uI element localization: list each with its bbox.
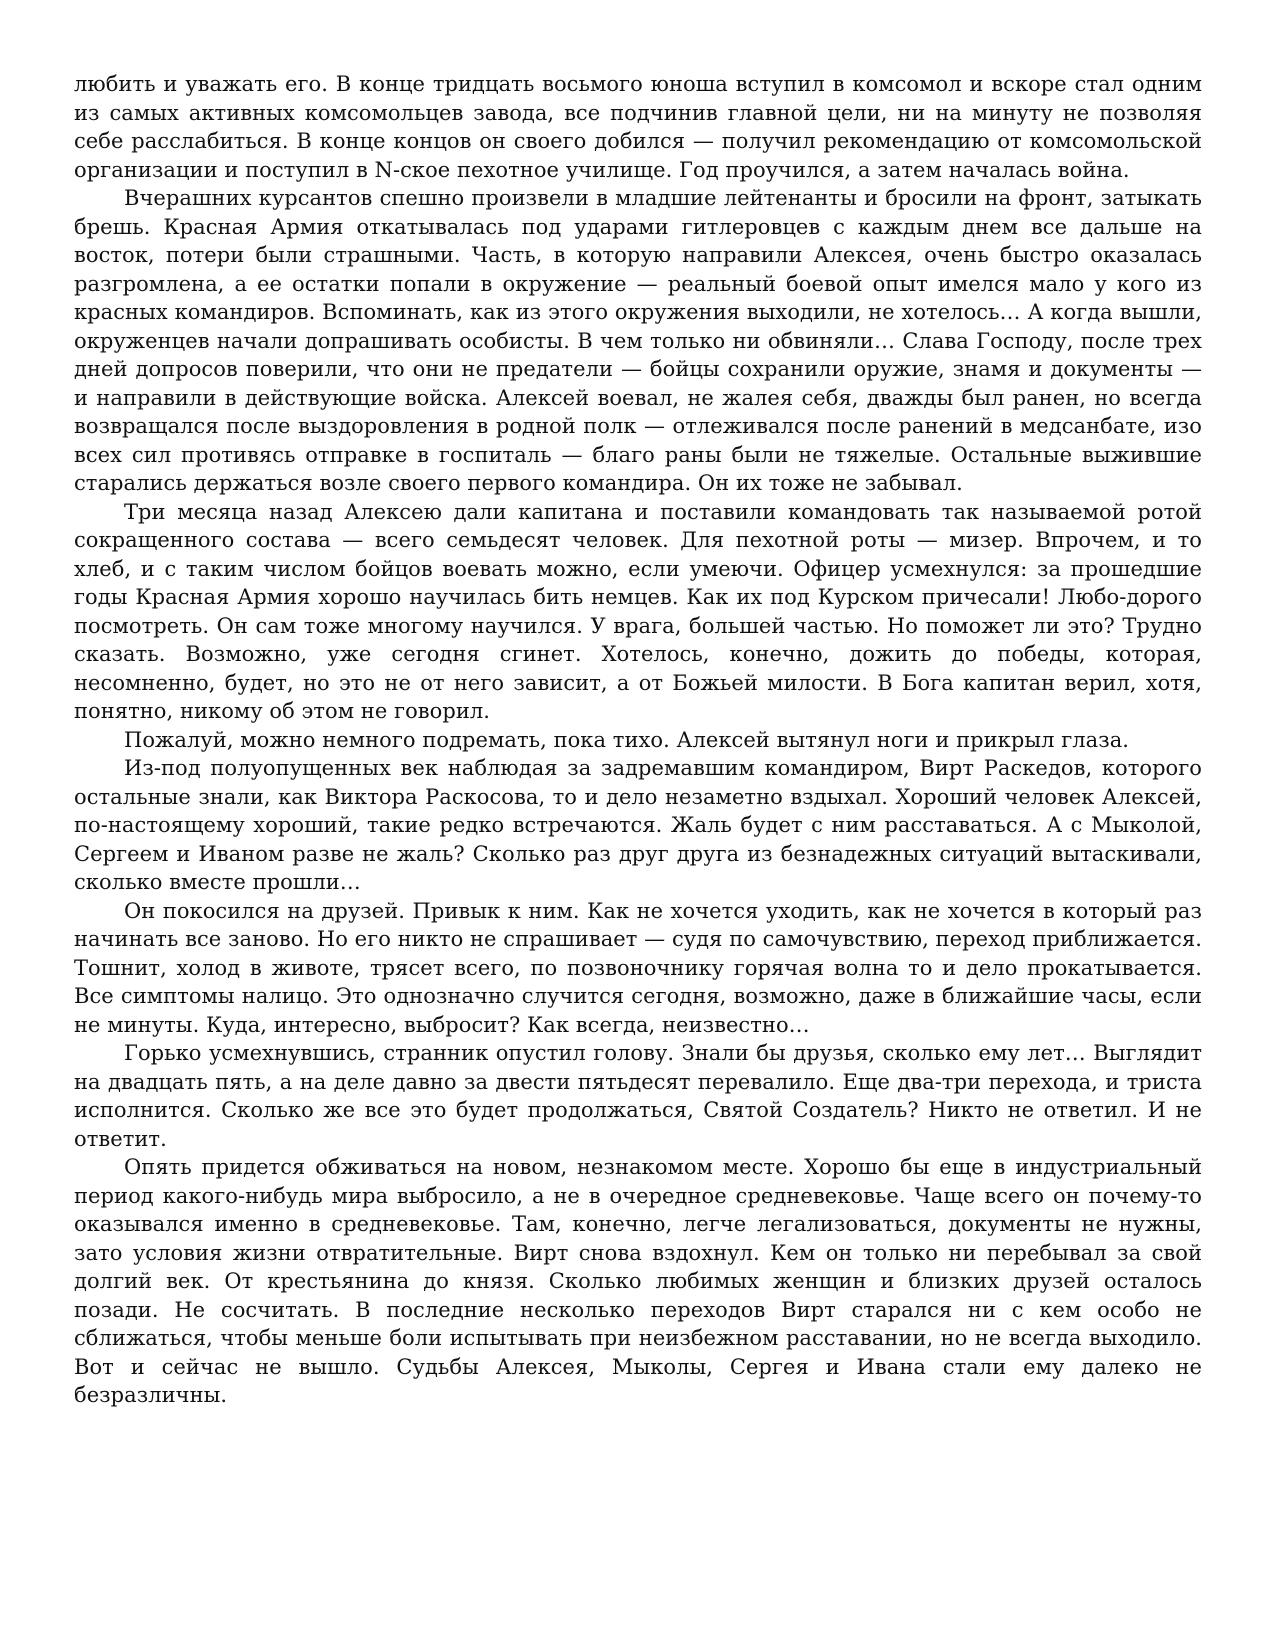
- paragraph-5: Из-под полуопущенных век наблюдая за задремавшим командиром, Вирт Раскедов, которого остальные знали, как Виктора Раскосова, то и дело незаметно вздыхал. Хороший человек Алексей, по-настоящему хороший, такие редко встречаются. Жаль будет с ним расставаться. А с Мыколой, Сергеем и Иваном разве не жаль? Сколько раз друг друга из безнадежных ситуаций вытаскивали, сколько вместе прошли…: [74, 756, 1202, 894]
- paragraph-3: Три месяца назад Алексею дали капитана и поставили командовать так называемой ротой сокращенного состава — всего семьдесят человек. Для пехотной роты — мизер. Впрочем, и то хлеб, и с таким числом бойцов воевать можно, если умеючи. Офицер усмехнулся: за прошедшие годы Красная Армия хорошо научилась бить немцев. Как их под Курском причесали! Любо-дорого посмотреть. Он сам тоже многому научился. У врага, большей частью. Но поможет ли это? Трудно сказать. Возможно, уже сегодня сгинет. Хотелось, конечно, дожить до победы, которая, несомненно, будет, но это не от него зависит, а от Божьей милости. В Бога капитан верил, хотя, понятно, никому об этом не говорил.: [74, 499, 1202, 723]
- paragraph-6: Он покосился на друзей. Привык к ним. Как не хочется уходить, как не хочется в который раз начинать все заново. Но его никто не спрашивает — судя по самочувствию, переход приближается. Тошнит, холод в животе, трясет всего, по позвоночнику горячая волна то и дело прокатывается. Все симптомы налицо. Это однозначно случится сегодня, возможно, даже в ближайшие часы, если не минуты. Куда, интересно, выбросит? Как всегда, неизвестно…: [74, 898, 1202, 1037]
- paragraph-7: Горько усмехнувшись, странник опустил голову. Знали бы друзья, сколько ему лет… Выглядит на двадцать пять, а на деле давно за двести пятьдесят перевалило. Еще два-три перехода, и триста исполнится. Сколько же все это будет продолжаться, Святой Создатель? Никто не ответил. И не ответит.: [74, 1041, 1202, 1151]
- paragraph-8: Опять придется обживаться на новом, незнакомом месте. Хорошо бы еще в индустриальный период какого-нибудь мира выбросило, а не в очередное средневековье. Чаще всего он почему-то оказывался именно в средневековье. Там, конечно, легче легализоваться, документы не нужны, зато условия жизни отвратительные. Вирт снова вздохнул. Кем он только ни перебывал за свой долгий век. От крестьянина до князя. Сколько любимых женщин и близких друзей осталось позади. Не сосчитать. В последние несколько переходов Вирт старался ни с кем особо не сближаться, чтобы меньше боли испытывать при неизбежном расставании, но не всегда выходило. Вот и сейчас не вышло. Судьбы Алексея, Мыколы, Сергея и Ивана стали ему далеко не безразличны.: [74, 1155, 1202, 1407]
- paragraph-4: Пожалуй, можно немного подремать, пока тихо. Алексей вытянул ноги и прикрыл глаза.: [124, 727, 1130, 752]
- paragraph-1: любить и уважать его. В конце тридцать восьмого юноша вступил в комсомол и вскоре стал одним из самых активных комсомольцев завода, все подчинив главной цели, ни на минуту не позволяя себе расслабиться. В конце концов он своего добился — получил рекомендацию от комсомольской организации и поступил в N-ское пехотное училище. Год проучился, а затем началась война.: [74, 72, 1202, 182]
- document-page: [74, 70, 1202, 1410]
- paragraph-2: Вчерашних курсантов спешно произвели в младшие лейтенанты и бросили на фронт, затыкать брешь. Красная Армия откатывалась под ударами гитлеровцев с каждым днем все дальше на восток, потери были страшными. Часть, в которую направили Алексея, очень быстро оказалась разгромлена, а ее остатки попали в окружение — реальный боевой опыт имелся мало у кого из красных командиров. Вспоминать, как из этого окружения выходили, не хотелось… А когда вышли, окруженцев начали допрашивать особисты. В чем только ни обвиняли… Слава Господу, после трех дней допросов поверили, что они не предатели — бойцы сохранили оружие, знамя и документы — и направили в действующие войска. Алексей воевал, не жалея себя, дважды был ранен, но всегда возвращался после выздоровления в родной полк — отлеживался после ранений в медсанбате, изо всех сил противясь отправке в госпиталь — благо раны были не тяжелые. Остальные выжившие старались держаться возле своего первого командира. Он их тоже не забывал.: [74, 186, 1202, 495]
